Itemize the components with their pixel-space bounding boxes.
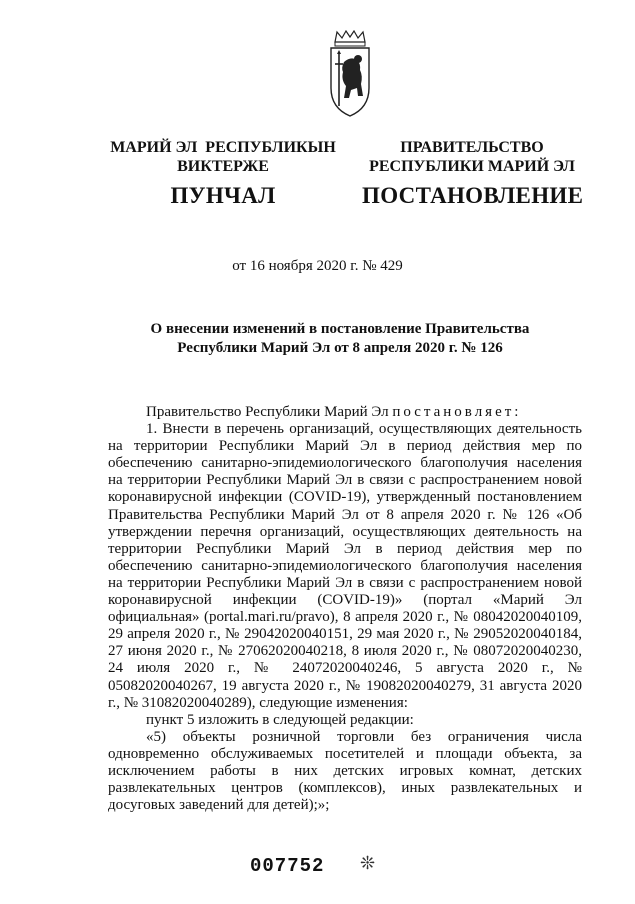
date-value: 16 ноября — [249, 258, 313, 274]
document-body — [108, 404, 582, 814]
intro-spaced-word: постановляет: — [392, 404, 522, 420]
document-title — [120, 320, 560, 358]
paragraph-3: «5) объекты розничной торговли без ограничения числа одновременно обслуживаемых посетителей и площади объекта, за исключением работы в них детских игровых комнат, детских развлекательных центров (комплексов), иных развлекательных и досуговых заведений для детей);»; — [108, 728, 582, 814]
paragraph-1: 1. Внести в перечень организаций, осуществляющих деятельность на территории Республики Марий Эл в период действия мер по обеспечению санитарно-эпидемиологического благополучия населения на территории Республики Марий Эл в связи с распространением новой коронавирусной инфекции (COVID-19), утвержденный постановлением Правительства Республики Марий Эл от 8 апреля 2020 г. № 126 «Об утверждении перечня организаций, осуществляющих деятельность на территории Республики Марий Эл в период действия мер по обеспечению санитарно-эпидемиологического благополучия населения на территории Республики Марий Эл в связи с распространением новой коронавирусной инфекции (COVID-19)» (портал «Марий Эл официальная» (portal.mari.ru/pravo), 8 апреля 2020 г., № 08042020040109, 29 апреля 2020 г., № 29042020040151, 29 мая 2020 г., № 29052020040184, 27 июня 2020 г., № 27062020040218, 8 июля 2020 г., № 08072020040230, 24 июля 2020 г., № 24072020040246, 5 августа 2020 г., № 05082020040267, 19 августа 2020 г., № 19082020040279, 31 августа 2020 г., № 31082020040289), следующие изменения: — [108, 421, 582, 711]
header-left-line1: МАРИЙ ЭЛ РЕСПУБЛИКЫН — [110, 139, 336, 156]
decorative-mark-icon: ❊ — [360, 853, 376, 873]
header-right — [362, 138, 582, 209]
header-left-line2: ВИКТЕРЖЕ — [177, 158, 269, 175]
date-year: 2020 г. — [316, 258, 359, 274]
date-prefix: от — [232, 258, 247, 274]
paragraph-2: пункт 5 изложить в следующей редакции: — [146, 711, 414, 728]
header-right-line2: РЕСПУБЛИКИ МАРИЙ ЭЛ — [369, 158, 575, 175]
coat-of-arms-icon — [327, 30, 373, 118]
header-left-doc-type: ПУНЧАЛ — [170, 183, 276, 208]
intro-paragraph — [108, 404, 582, 421]
header-right-doc-type: ПОСТАНОВЛЕНИЕ — [362, 183, 584, 208]
serial-number: 007752 — [250, 855, 325, 877]
document-number: 429 — [380, 258, 403, 274]
title-line2: Республики Марий Эл от 8 апреля 2020 г. № 126 — [177, 340, 503, 356]
header-left — [108, 138, 338, 209]
intro-text: Правительство Республики Марий Эл — [146, 404, 393, 420]
date-line — [0, 258, 635, 275]
title-line1: О внесении изменений в постановление Правительства — [150, 321, 530, 337]
header-right-line1: ПРАВИТЕЛЬСТВО — [400, 139, 544, 156]
number-sign: № — [362, 258, 377, 274]
